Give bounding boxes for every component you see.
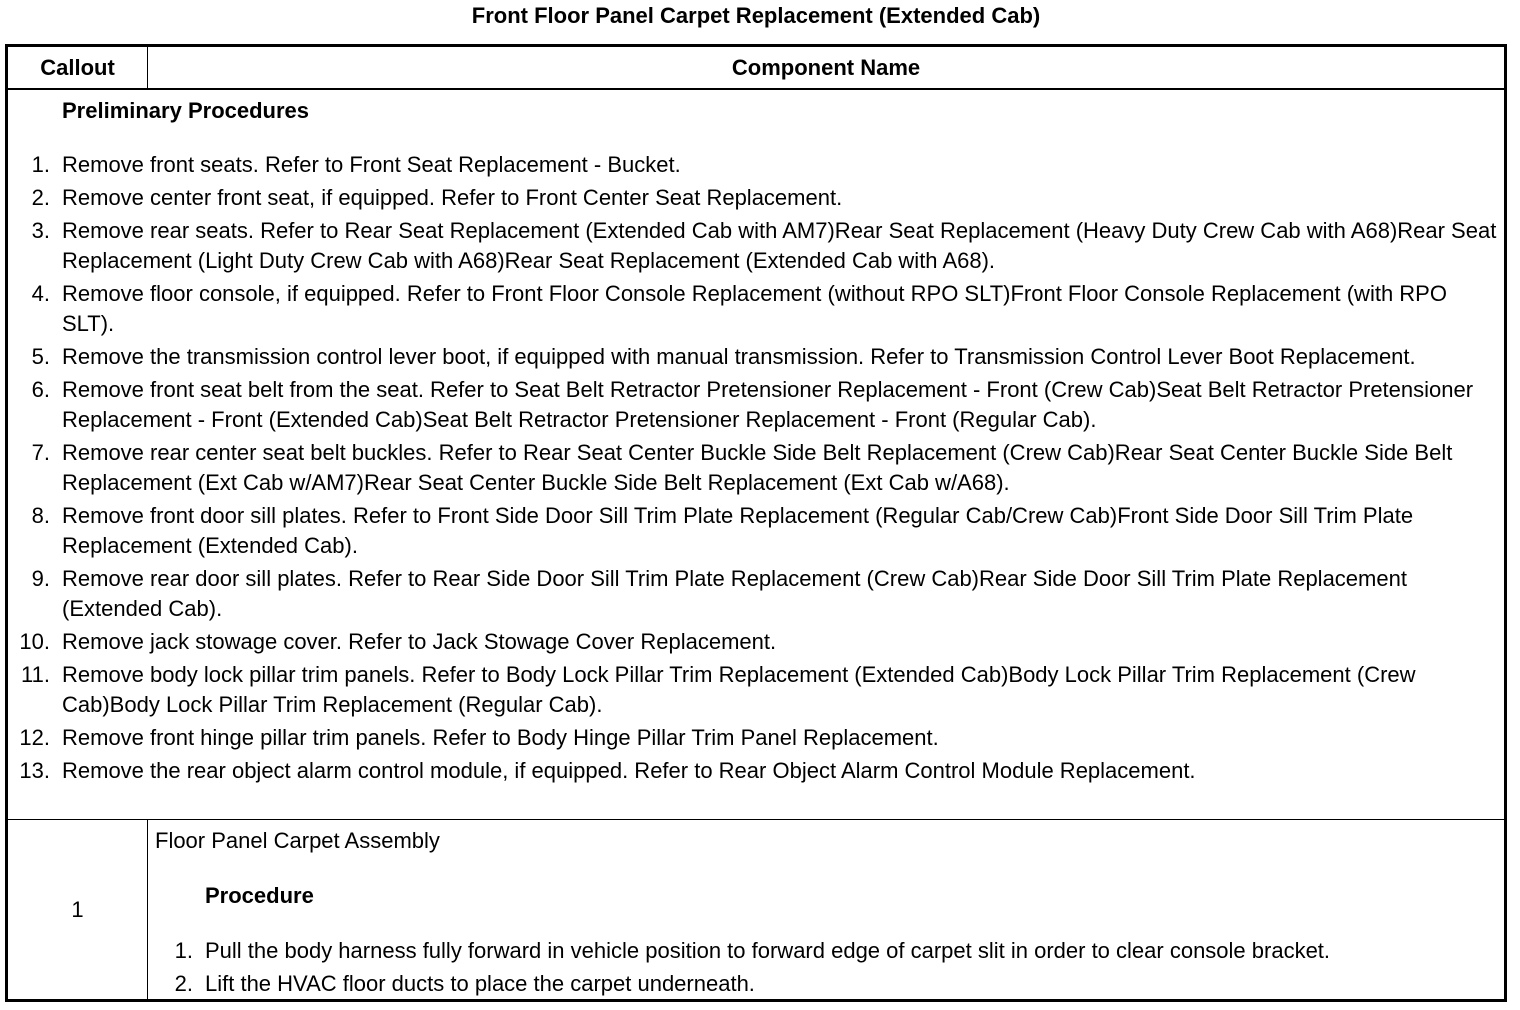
component-cell — [148, 820, 1504, 999]
procedure-table — [5, 44, 1507, 1002]
step-number: 11. — [21, 662, 50, 687]
step-text: Remove rear center seat belt buckles. Refer to Rear Seat Center Buckle Side Belt Replacement (Crew Cab)Rear Seat Center Buckle Side Belt Replacement (Ext Cab w/AM7)Rear Seat Center Buckle Side Belt Replacement (Ext Cab w/A68). — [62, 440, 1453, 495]
step-text: Remove floor console, if equipped. Refer to Front Floor Console Replacement (without RPO SLT)Front Floor Console Replacement (with RPO SLT). — [62, 281, 1447, 336]
list-item — [8, 216, 1502, 276]
table-header-row — [8, 47, 1504, 90]
step-text: Remove the rear object alarm control module, if equipped. Refer to Rear Object Alarm Control Module Replacement. — [62, 758, 1196, 783]
step-text: Remove rear door sill plates. Refer to Rear Side Door Sill Trim Plate Replacement (Crew Cab)Rear Side Door Sill Trim Plate Replacement (Extended Cab). — [62, 566, 1407, 621]
step-text: Remove center front seat, if equipped. Refer to Front Center Seat Replacement. — [62, 185, 843, 210]
preliminary-steps-list — [8, 150, 1502, 789]
step-number: 4. — [31, 281, 50, 306]
preliminary-procedures-heading: Preliminary Procedures — [62, 98, 310, 123]
step-number: 13. — [19, 758, 50, 783]
step-number: 8. — [31, 503, 50, 528]
step-number: 10. — [19, 629, 50, 654]
list-item — [8, 756, 1502, 786]
step-text: Remove body lock pillar trim panels. Refer to Body Lock Pillar Trim Replacement (Extended Cab)Body Lock Pillar Trim Replacement (Crew Cab)Body Lock Pillar Trim Replacement (Regular Cab). — [62, 662, 1416, 717]
step-number: 6. — [31, 377, 50, 402]
procedure-heading: Procedure — [205, 883, 314, 908]
list-item — [8, 723, 1502, 753]
step-number: 1. — [31, 152, 50, 177]
list-item — [8, 501, 1502, 561]
step-number: 9. — [31, 566, 50, 591]
list-item — [8, 183, 1502, 213]
list-item — [8, 279, 1502, 339]
list-item — [8, 150, 1502, 180]
step-number: 1. — [174, 938, 193, 963]
list-item — [8, 627, 1502, 657]
list-item — [148, 969, 1498, 999]
step-number: 12. — [19, 725, 50, 750]
preliminary-procedures-row — [8, 90, 1504, 820]
step-text: Remove front hinge pillar trim panels. Refer to Body Hinge Pillar Trim Panel Replacement. — [62, 725, 939, 750]
component-name: Floor Panel Carpet Assembly — [155, 828, 440, 853]
list-item — [8, 564, 1502, 624]
list-item — [8, 375, 1502, 435]
component-row — [8, 820, 1504, 999]
step-text: Lift the HVAC floor ducts to place the carpet underneath. — [205, 971, 755, 996]
step-number: 2. — [174, 971, 193, 996]
step-text: Remove front door sill plates. Refer to Front Side Door Sill Trim Plate Replacement (Regular Cab/Crew Cab)Front Side Door Sill Trim Plate Replacement (Extended Cab). — [62, 503, 1414, 558]
step-text: Remove jack stowage cover. Refer to Jack Stowage Cover Replacement. — [62, 629, 777, 654]
list-item — [8, 438, 1502, 498]
header-component-name: Component Name — [731, 55, 921, 80]
step-number: 2. — [31, 185, 50, 210]
step-number: 3. — [31, 218, 50, 243]
step-text: Remove front seats. Refer to Front Seat Replacement - Bucket. — [62, 152, 681, 177]
callout-number: 1 — [8, 820, 148, 999]
step-number: 7. — [31, 440, 50, 465]
procedure-steps-list — [148, 936, 1498, 1002]
header-callout: Callout — [8, 47, 148, 88]
step-text: Remove rear seats. Refer to Rear Seat Replacement (Extended Cab with AM7)Rear Seat Replacement (Heavy Duty Crew Cab with A68)Rear Seat Replacement (Light Duty Crew Cab with A68)Rear Seat Replacement (Extended Cab with A68). — [62, 218, 1497, 273]
step-text: Remove the transmission control lever boot, if equipped with manual transmission. Refer to Transmission Control Lever Boot Replacement. — [62, 344, 1416, 369]
step-text: Remove front seat belt from the seat. Refer to Seat Belt Retractor Pretensioner Replacement - Front (Crew Cab)Seat Belt Retractor Pretensioner Replacement - Front (Extended Cab)Seat Belt Retractor Pretensioner Replacement - Front (Regular Cab). — [62, 377, 1474, 432]
list-item — [8, 660, 1502, 720]
step-number: 5. — [31, 344, 50, 369]
list-item — [148, 936, 1498, 966]
list-item — [8, 342, 1502, 372]
step-text: Pull the body harness fully forward in vehicle position to forward edge of carpet slit in order to clear console bracket. — [205, 938, 1331, 963]
page-title: Front Floor Panel Carpet Replacement (Extended Cab) — [471, 3, 1041, 28]
